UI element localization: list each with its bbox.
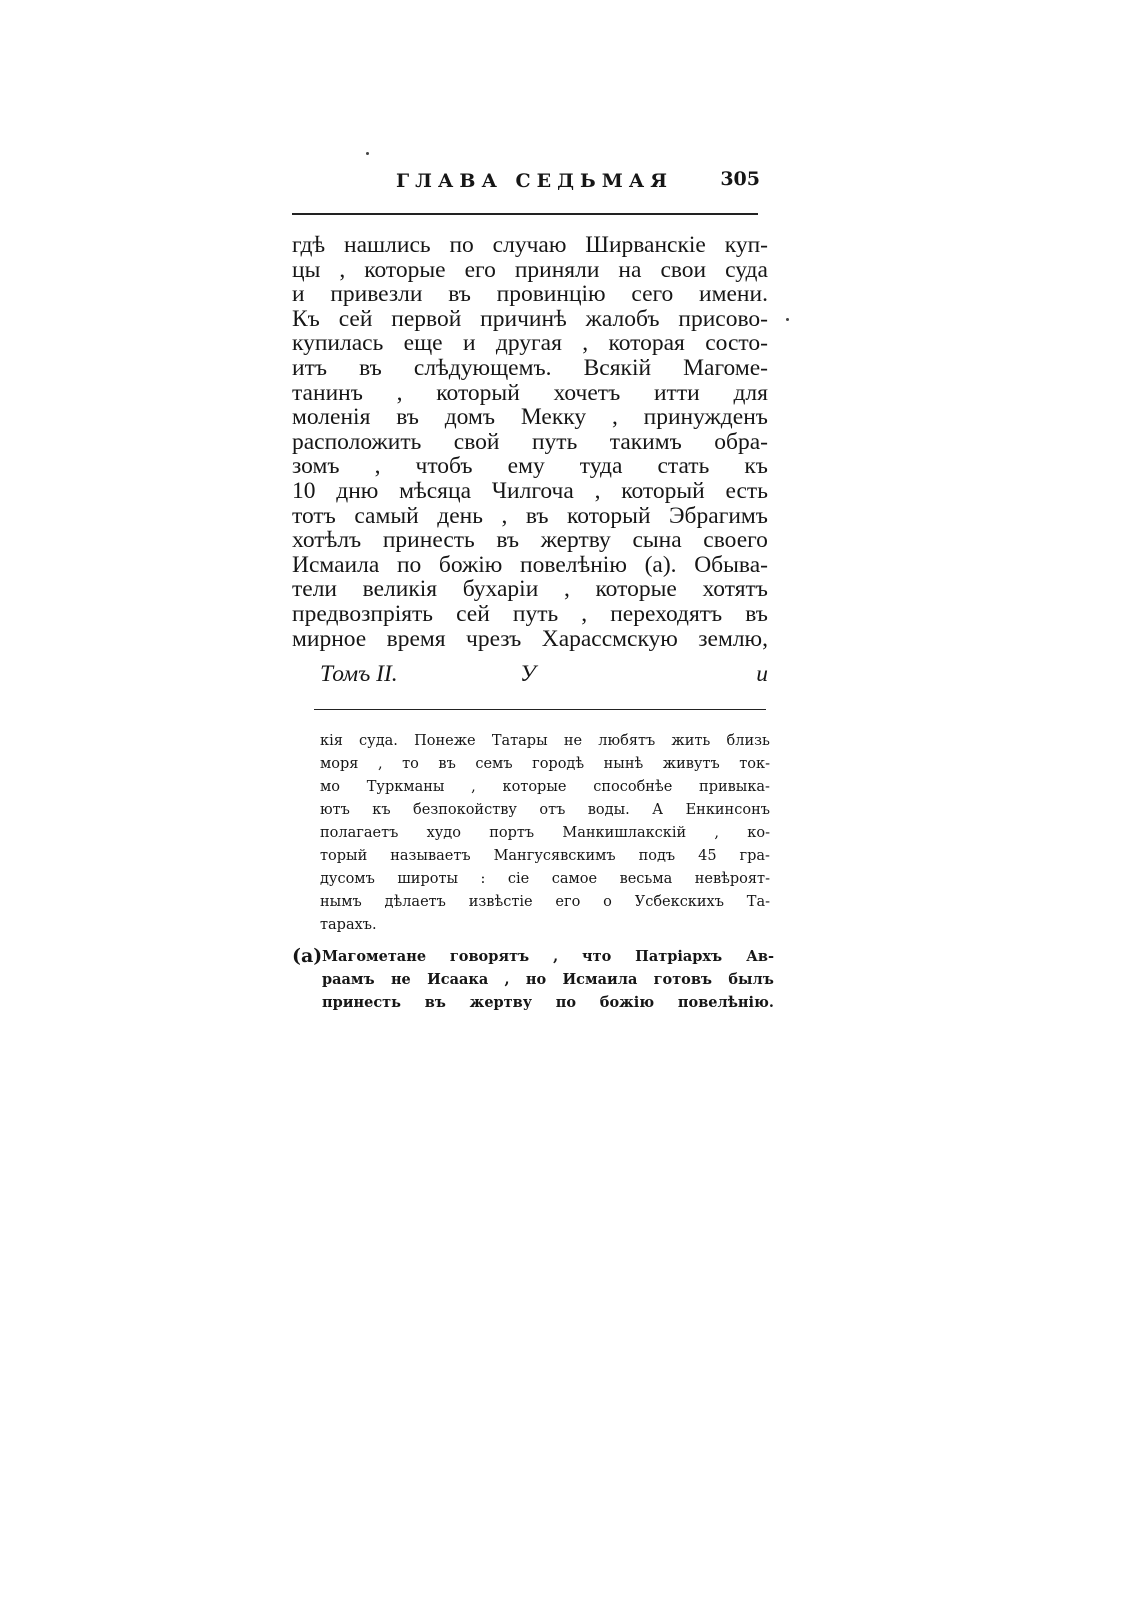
text-line: танинъ , который хочетъ итти для: [292, 379, 768, 406]
main-text: [292, 233, 768, 651]
footnote-a-text: [322, 945, 774, 1014]
text-line: моря , то въ семъ городѣ нынѣ живутъ ток-: [320, 756, 770, 772]
header-rule: [292, 213, 758, 215]
text-line: тели великія бухаріи , которые хотятъ: [292, 576, 768, 603]
text-line: купилась еще и другая , которая состо-: [292, 330, 768, 357]
text-line: мо Туркманы , которые способнѣе привыка-: [320, 779, 770, 795]
page-number: 305: [720, 168, 760, 190]
catchword: и: [756, 661, 768, 687]
text-line: гдѣ нашлись по случаю Ширванскіе куп-: [292, 232, 768, 258]
text-line: 10 дню мѣсяца Чилгоча , который есть: [292, 477, 768, 504]
text-line: тотъ самый день , въ который Эбрагимъ: [292, 502, 768, 529]
text-line: моленія въ домъ Мекку , принужденъ: [292, 404, 768, 431]
text-line: итъ въ слѣдующемъ. Всякій Магоме-: [292, 354, 768, 381]
text-line: расположить свой путь такимъ обра-: [292, 428, 768, 455]
signature-line: [292, 661, 768, 689]
text-line: тарахъ.: [320, 917, 377, 933]
footnote-continuation: [292, 730, 770, 937]
text-line: торый называетъ Мангусявскимъ подъ 45 гра-: [320, 848, 770, 864]
text-line: цы , которые его приняли на свои суда: [292, 256, 768, 283]
text-line: зомъ , чтобъ ему туда стать къ: [292, 453, 768, 480]
text-line: ютъ къ безпокойству отъ воды. А Енкинсонъ: [320, 802, 770, 818]
text-line: полагаетъ худо портъ Манкишлакскій , ко-: [320, 825, 770, 841]
signature-mark: У: [520, 661, 536, 687]
text-line: дусомъ широты : сіе самое весьма невѣроят-: [320, 871, 770, 887]
text-line: Исмаила по божію повелѣнію (а). Обыва-: [292, 551, 768, 578]
text-line: предвозпріять сей путь , переходятъ въ: [292, 600, 768, 627]
ink-speck: [786, 318, 789, 321]
text-line: принесть въ жертву по божію повелѣнію.: [322, 994, 774, 1011]
text-line: Къ сей первой причинѣ жалобъ присово-: [292, 305, 768, 332]
text-line: мирное время чрезъ Харассмскую землю,: [292, 625, 768, 652]
footnote-rule: [314, 709, 766, 710]
footnotes: [292, 730, 774, 1014]
ink-speck: [366, 152, 369, 155]
running-head: [290, 170, 760, 200]
volume-label: Томъ II.: [320, 661, 398, 687]
text-line: хотѣлъ принесть въ жертву сына своего: [292, 527, 768, 554]
chapter-title: ГЛАВА СЕДЬМАЯ: [396, 170, 673, 192]
text-line: Магометане говорятъ , что Патріархъ Ав-: [322, 948, 774, 965]
footnote-marker: (а): [292, 945, 323, 967]
footnote-a: [292, 945, 774, 1014]
text-line: и привезли въ провинцію сего имени.: [292, 281, 768, 308]
text-line: нымъ дѣлаетъ извѣстіе его о Усбекскихъ Та-: [320, 894, 770, 910]
text-line: кія суда. Понеже Татары не любятъ жить близь: [320, 733, 770, 749]
text-line: раамъ не Исаака , но Исмаила готовъ былъ: [322, 971, 774, 988]
